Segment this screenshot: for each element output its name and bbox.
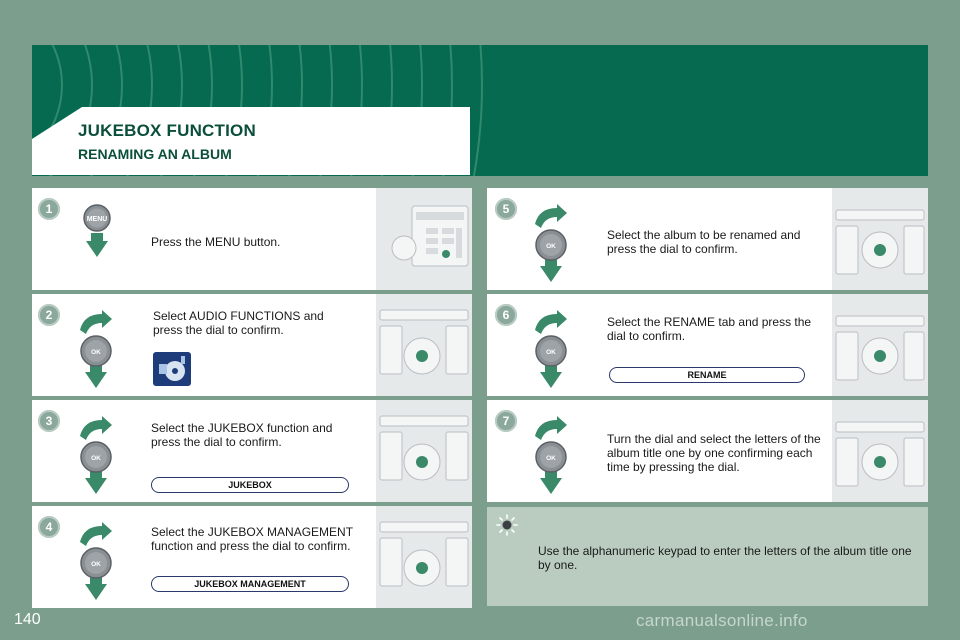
step-6-text: Select the RENAME tab and press the dial to confirm. bbox=[607, 315, 812, 343]
ok-dial-label: OK bbox=[91, 349, 101, 356]
ok-dial-label: OK bbox=[91, 561, 101, 568]
step-4-number-badge: 4 bbox=[38, 516, 60, 538]
step-2-radio-panel bbox=[376, 294, 472, 396]
radio-faceplate-illustration bbox=[832, 294, 928, 396]
step-2-text: Select AUDIO FUNCTIONS and press the dial to confirm. bbox=[153, 309, 324, 337]
jukebox-management-option-tab[interactable]: JUKEBOX MANAGEMENT bbox=[151, 576, 349, 592]
radio-faceplate-illustration bbox=[832, 400, 928, 502]
page-number: 140 bbox=[14, 611, 41, 628]
step-4-text: Select the JUKEBOX MANAGEMENT function and press the dial to confirm. bbox=[151, 525, 353, 553]
page-title: JUKEBOX FUNCTION bbox=[78, 121, 256, 140]
step-7-text: Turn the dial and select the letters of the album title one by one confirming each time by pressing the dial. bbox=[607, 432, 821, 474]
step-5-radio-panel bbox=[832, 188, 928, 290]
ok-dial-icon bbox=[76, 416, 116, 494]
radio-faceplate-illustration bbox=[376, 400, 472, 502]
ok-dial-label: OK bbox=[91, 455, 101, 462]
step-2-number-badge: 2 bbox=[38, 304, 60, 326]
ok-dial-label: OK bbox=[546, 243, 556, 250]
ok-dial-icon bbox=[76, 522, 116, 600]
ok-dial-icon bbox=[531, 416, 571, 494]
lightbulb-icon bbox=[496, 514, 518, 536]
ok-dial-icon bbox=[531, 310, 571, 388]
step-1-radio-panel bbox=[376, 188, 472, 290]
jukebox-option-tab[interactable]: JUKEBOX bbox=[151, 477, 349, 493]
step-3-radio-panel bbox=[376, 400, 472, 502]
step-4-radio-panel bbox=[376, 506, 472, 608]
step-5-text: Select the album to be renamed and press the dial to confirm. bbox=[607, 228, 801, 256]
ok-dial-icon bbox=[531, 204, 571, 282]
step-3-text: Select the JUKEBOX function and press the dial to confirm. bbox=[151, 421, 333, 449]
step-7-number-badge: 7 bbox=[495, 410, 517, 432]
radio-faceplate-illustration bbox=[376, 506, 472, 608]
ok-dial-label: OK bbox=[546, 455, 556, 462]
ok-dial-icon bbox=[76, 310, 116, 388]
radio-faceplate-illustration bbox=[376, 188, 472, 290]
menu-button-label: MENU bbox=[86, 216, 108, 223]
menu-button-icon bbox=[82, 203, 112, 257]
step-3-number-badge: 3 bbox=[38, 410, 60, 432]
tip-text: Use the alphanumeric keypad to enter the letters of the album title one by one. bbox=[538, 544, 912, 572]
step-6-number-badge: 6 bbox=[495, 304, 517, 326]
ok-dial-label: OK bbox=[546, 349, 556, 356]
step-1-text: Press the MENU button. bbox=[151, 235, 281, 249]
step-6-radio-panel bbox=[832, 294, 928, 396]
radio-faceplate-illustration bbox=[376, 294, 472, 396]
step-7-radio-panel bbox=[832, 400, 928, 502]
radio-faceplate-illustration bbox=[832, 188, 928, 290]
watermark: carmanualsonline.info bbox=[636, 611, 808, 630]
audio-functions-icon bbox=[153, 352, 191, 386]
step-5-number-badge: 5 bbox=[495, 198, 517, 220]
step-1-number-badge: 1 bbox=[38, 198, 60, 220]
title-box bbox=[32, 107, 470, 175]
rename-option-tab[interactable]: RENAME bbox=[609, 367, 805, 383]
page-subtitle: RENAMING AN ALBUM bbox=[78, 146, 232, 162]
